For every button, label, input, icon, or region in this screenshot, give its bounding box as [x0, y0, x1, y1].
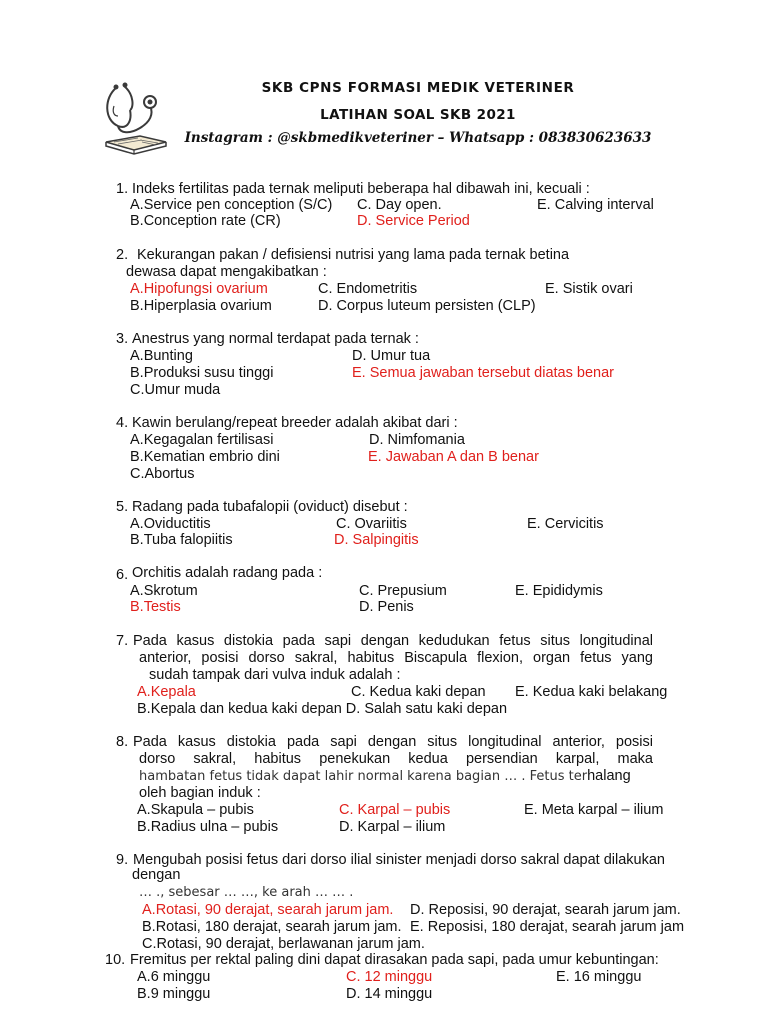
question-number: 7. — [116, 633, 129, 649]
option-e: E. Reposisi, 180 derajat, searah jarum jam — [410, 919, 685, 935]
option-b: B.Produksi susu tinggi — [130, 365, 274, 381]
option-b: B.Tuba falopiitis — [130, 532, 233, 548]
question-text: dengan — [132, 867, 181, 883]
question-text: Kekurangan pakan / defisiensi nutrisi yang lama pada ternak betina — [137, 247, 570, 263]
question-text: Pada kasus distokia pada sapi dengan kedudukan fetus situs longitudinal — [133, 633, 653, 649]
option-c: C. Day open. — [357, 197, 442, 213]
option-c: C. Kedua kaki depan — [351, 684, 486, 700]
question-text: sudah tampak dari vulva induk adalah : — [149, 667, 401, 683]
option-c: C. Endometritis — [318, 281, 418, 297]
option-a: A.6 minggu — [137, 969, 211, 985]
option-e: E. Cervicitis — [527, 516, 604, 532]
option-b-correct: B.Testis — [130, 599, 181, 615]
option-d: D. Nimfomania — [369, 432, 465, 448]
question-number: 3. — [116, 331, 129, 347]
question-text: … ., sebesar … …, ke arah … … . — [139, 885, 354, 900]
question-text: Indeks fertilitas pada ternak meliputi beberapa hal dibawah ini, kecuali : — [132, 181, 590, 197]
question-text: oleh bagian induk : — [139, 785, 261, 801]
option-d: D. Penis — [359, 599, 414, 615]
question-text: Mengubah posisi fetus dari dorso ilial sinister menjadi dorso sakral dapat dilakukan — [133, 852, 665, 868]
header-contact: Instagram : @skbmedikveteriner – Whatsapp : 083830623633 — [184, 130, 652, 146]
question-text: Anestrus yang normal terdapat pada ternak : — [132, 331, 419, 347]
question-text: Pada kasus distokia pada sapi dengan situs longitudinal anterior, posisi — [133, 734, 653, 750]
question-number: 9. — [116, 852, 129, 868]
option-c: C.Rotasi, 90 derajat, berlawanan jarum jam. — [142, 936, 425, 952]
question-number: 6. — [116, 567, 129, 583]
question-text — [139, 768, 631, 785]
option-b: B.Rotasi, 180 derajat, searah jarum jam. — [142, 919, 402, 935]
option-a: A.Skrotum — [130, 583, 198, 599]
question-number: 2. — [116, 247, 129, 263]
question-text: Orchitis adalah radang pada : — [132, 565, 323, 581]
option-c: C. Ovariitis — [336, 516, 407, 532]
option-b: B.Conception rate (CR) — [130, 213, 281, 229]
option-b: B.9 minggu — [137, 986, 211, 1002]
question-text: dorso sakral, habitus penekukan kedua persendian karpal, maka — [139, 751, 653, 767]
question-text: Radang pada tubafalopii (oviduct) disebut : — [132, 499, 408, 515]
option-c: C.Abortus — [130, 466, 195, 482]
question-text: Fremitus per rektal paling dini dapat dirasakan pada sapi, pada umur kebuntingan: — [130, 952, 659, 968]
option-d: D. Corpus luteum persisten (CLP) — [318, 298, 536, 314]
option-a-correct: A.Kepala — [137, 684, 196, 700]
option-d: D. Umur tua — [352, 348, 431, 364]
option-c: C. Prepusium — [359, 583, 447, 599]
option-b: B.Kematian embrio dini — [130, 449, 280, 465]
question-number: 8. — [116, 734, 129, 750]
option-a-correct: A.Hipofungsi ovarium — [130, 281, 268, 297]
option-a: A.Skapula – pubis — [137, 802, 254, 818]
option-e-correct: E. Semua jawaban tersebut diatas benar — [352, 365, 614, 381]
option-e: E. Kedua kaki belakang — [515, 684, 668, 700]
option-a: A.Service pen conception (S/C) — [130, 197, 333, 213]
question-text: Kawin berulang/repeat breeder adalah akibat dari : — [132, 415, 458, 431]
option-d: D. Karpal – ilium — [339, 819, 446, 835]
question-number: 5. — [116, 499, 129, 515]
option-a: A.Oviductitis — [130, 516, 211, 532]
option-e: E. 16 minggu — [556, 969, 642, 985]
option-e: E. Calving interval — [537, 197, 654, 213]
option-d-correct: D. Salpingitis — [334, 532, 419, 548]
question-text-part: halang — [587, 768, 631, 784]
question-number: 4. — [116, 415, 129, 431]
question-text-part: hambatan fetus tidak dapat lahir normal karena bagian … . Fetus ter — [139, 769, 588, 784]
option-b-d: B.Kepala dan kedua kaki depan D. Salah satu kaki depan — [137, 701, 508, 717]
question-number: 1. — [116, 181, 129, 197]
option-b: B.Radius ulna – pubis — [137, 819, 279, 835]
option-c-correct: C. 12 minggu — [346, 969, 433, 985]
question-number: 10. — [105, 952, 126, 968]
option-d-correct: D. Service Period — [357, 213, 470, 229]
option-e: E. Sistik ovari — [545, 281, 633, 297]
option-c-correct: C. Karpal – pubis — [339, 802, 451, 818]
option-d: D. Reposisi, 90 derajat, searah jarum jam. — [410, 902, 681, 918]
option-e: E. Meta karpal – ilium — [524, 802, 664, 818]
header-subtitle: LATIHAN SOAL SKB 2021 — [320, 107, 516, 123]
option-a-correct: A.Rotasi, 90 derajat, searah jarum jam. — [142, 902, 394, 918]
question-text: anterior, posisi dorso sakral, habitus Biscapula flexion, organ fetus yang — [139, 650, 653, 666]
question-text: dewasa dapat mengakibatkan : — [126, 264, 327, 280]
option-e: E. Epididymis — [515, 583, 603, 599]
option-b: B.Hiperplasia ovarium — [130, 298, 272, 314]
option-c: C.Umur muda — [130, 382, 221, 398]
option-d: D. 14 minggu — [346, 986, 433, 1002]
option-a: A.Bunting — [130, 348, 193, 364]
option-a: A.Kegagalan fertilisasi — [130, 432, 274, 448]
header-title: SKB CPNS FORMASI MEDIK VETERINER — [261, 80, 575, 96]
option-e-correct: E. Jawaban A dan B benar — [368, 449, 539, 465]
